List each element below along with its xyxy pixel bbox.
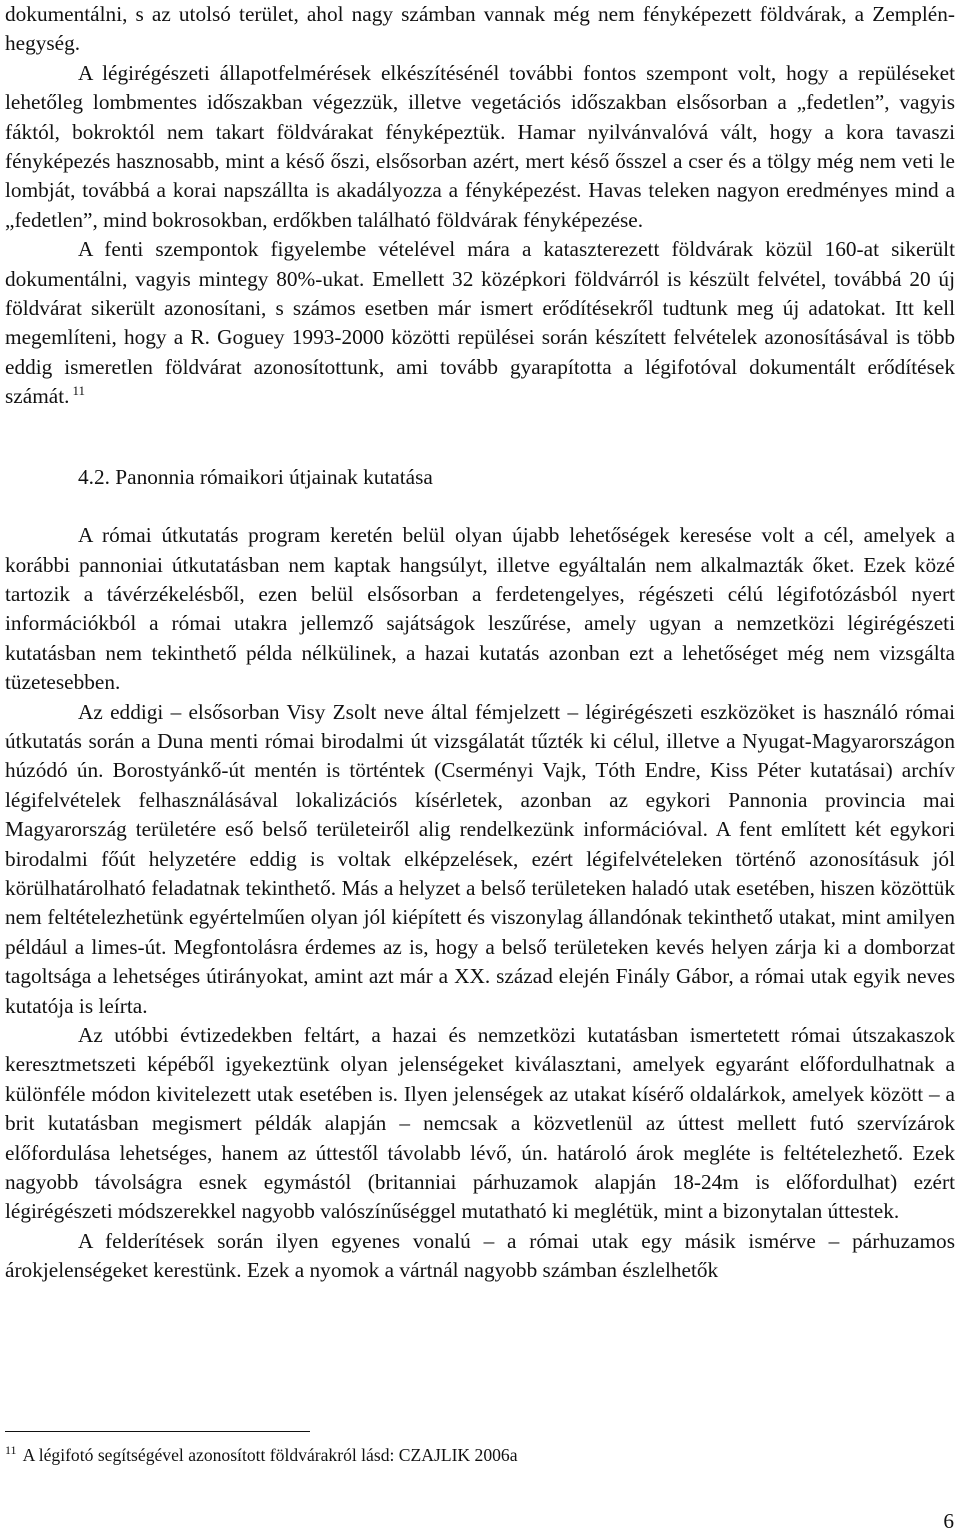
footnote-text: A légifotó segítségével azonosított földvárakról lásd: CZAJLIK 2006a bbox=[22, 1445, 518, 1465]
footnote bbox=[5, 1438, 905, 1467]
page-number: 6 bbox=[943, 1509, 954, 1533]
paragraph: A felderítések során ilyen egyenes vonalú – a római utak egy másik ismérve – párhuzamos árokjelenségeket kerestünk. Ezek a nyomok a vártnál nagyobb számban észlelhetők bbox=[5, 1228, 955, 1283]
paragraph: dokumentálni, s az utolsó terület, ahol nagy számban vannak még nem fényképezett földvárak, a Zemplén-hegység. bbox=[5, 2, 955, 56]
paragraph: Az eddigi – elsősorban Visy Zsolt neve által fémjelzett – légirégészeti eszközöket is használó római útkutatás során a Duna menti római birodalmi út vizsgálatát tűzték ki célul, illetve a Nyugat-Magyarországon húzódó ún. Borostyánkő-út mentén is történtek (Cserményi Vajk, Tóth Endre, Kiss Péter kutatásai) archív légifelvételek felhasználásával lokalizációs kísérletek, azonban az egykori Pannonia provincia mai Magyarország területére eső belső területeiről alig rendelkezünk információval. A fent említett két egykori birodalmi főút helyzetére eddig is voltak elképzelések, ezért légifelvételeken történő azonosításuk jól körülhatárolható feladatnak tekinthető. Más a helyzet a belső területeken haladó utak esetében, hiszen közöttük nem feltételezhetünk egyértelműen olyan jól kiépített és viszonylag állandónak tekinthető utakat, mint amilyen például a limes-út. Megfontolásra érdemes az is, hogy a belső területeken kevés helyen zárja ki a domborzat tagoltsága a lehetséges útirányokat, amint azt már a XX. század elején Finály Gábor, a római utak egyik neves kutatója is leírta. bbox=[5, 699, 955, 1018]
paragraph: Az utóbbi évtizedekben feltárt, a hazai és nemzetközi kutatásban ismertetett római útszakaszok keresztmetszeti képéből igyekeztünk olyan jelenségeket kiválasztani, amelyek egyaránt előfordulhatnak a különféle módon kivitelezett utak esetében is. Ilyen jelenségek az utakat kísérő oldalárkok, amelyek között – a brit kutatásban megismert példák alapján – nemcsak a közvetlenül az úttest mellett futó szervízárok előfordulása lehetséges, hanem az úttestől távolabb lévő, ún. határoló árok megléte is feltételezhető. Ezek nagyobb távolságra esnek egymástól (britanniai párhuzamok alapján 18-24m is előfordulhat) ezért légirégészeti módszerekkel nagyobb valószínűséggel mutatható ki meglétük, mint a bizonytalan úttestek. bbox=[5, 1023, 955, 1224]
document-body bbox=[5, 0, 955, 1286]
section-heading: 4.2. Panonnia rómaikori útjainak kutatása bbox=[78, 464, 433, 489]
footnote-reference[interactable]: 11 bbox=[72, 383, 85, 399]
paragraph: A légirégészeti állapotfelmérések elkészítésénél további fontos szempont volt, hogy a repüléseket lehetőleg lombmentes időszakban végezzük, illetve vegetációs időszakban elsősorban a „fedetlen”, vagyis fáktól, bokroktól nem takart földvárakat fényképeztük. Hamar nyilvánvalóvá vált, hogy a kora tavaszi fényképezés hasznosabb, mint a késő őszi, elsősorban azért, mert késő ősszel a cser és a tölgy még nem veti le lombját, továbbá a korai napszállta is akadályozza a fényképezést. Havas teleken nagyon eredményes mind a „fedetlen”, mind bokrosokban, erdőkben található földvárak fényképezése. bbox=[5, 60, 955, 232]
paragraph bbox=[5, 235, 955, 411]
paragraph-text: A fenti szempontok figyelembe vételével mára a kataszterezett földvárak közül 160-at sikerült dokumentálni, vagyis mintegy 80%-ukat. Emellett 32 középkori földvárról is készült felvétel, továbbá 20 új földvárat sikerült azonosítani, s számos esetben már ismert erődítésekről tudtunk meg új adatokat. Itt kell megemlíteni, hogy a R. Goguey 1993-2000 közötti repülései során készített felvételek azonosításával is több eddig ismeretlen földvárat azonosítottunk, ami tovább gyarapította a légifotóval dokumentált erődítések számát. bbox=[5, 237, 955, 409]
paragraph: A római útkutatás program keretén belül olyan újabb lehetőségek keresése volt a cél, amelyek a korábbi pannoniai útkutatásban nem kaptak hangsúlyt, illetve egyáltalán nem alkalmazták őket. Ezek közé tartozik a távérzékelésből, ezen belül elsősorban a ferdetengelyes, régészeti célú légifotózásból nyert információkból a római utakra jellemző sajátságok leszűrése, amely ugyan a nemzetközi légirégészeti kutatásban nem tekinthető példa nélkülinek, a hazai kutatás azonban ezt a lehetőséget még nem vizsgálta tüzetesebben. bbox=[5, 523, 955, 695]
footnote-separator bbox=[5, 1431, 310, 1432]
footnote-number: 11 bbox=[5, 1443, 17, 1457]
